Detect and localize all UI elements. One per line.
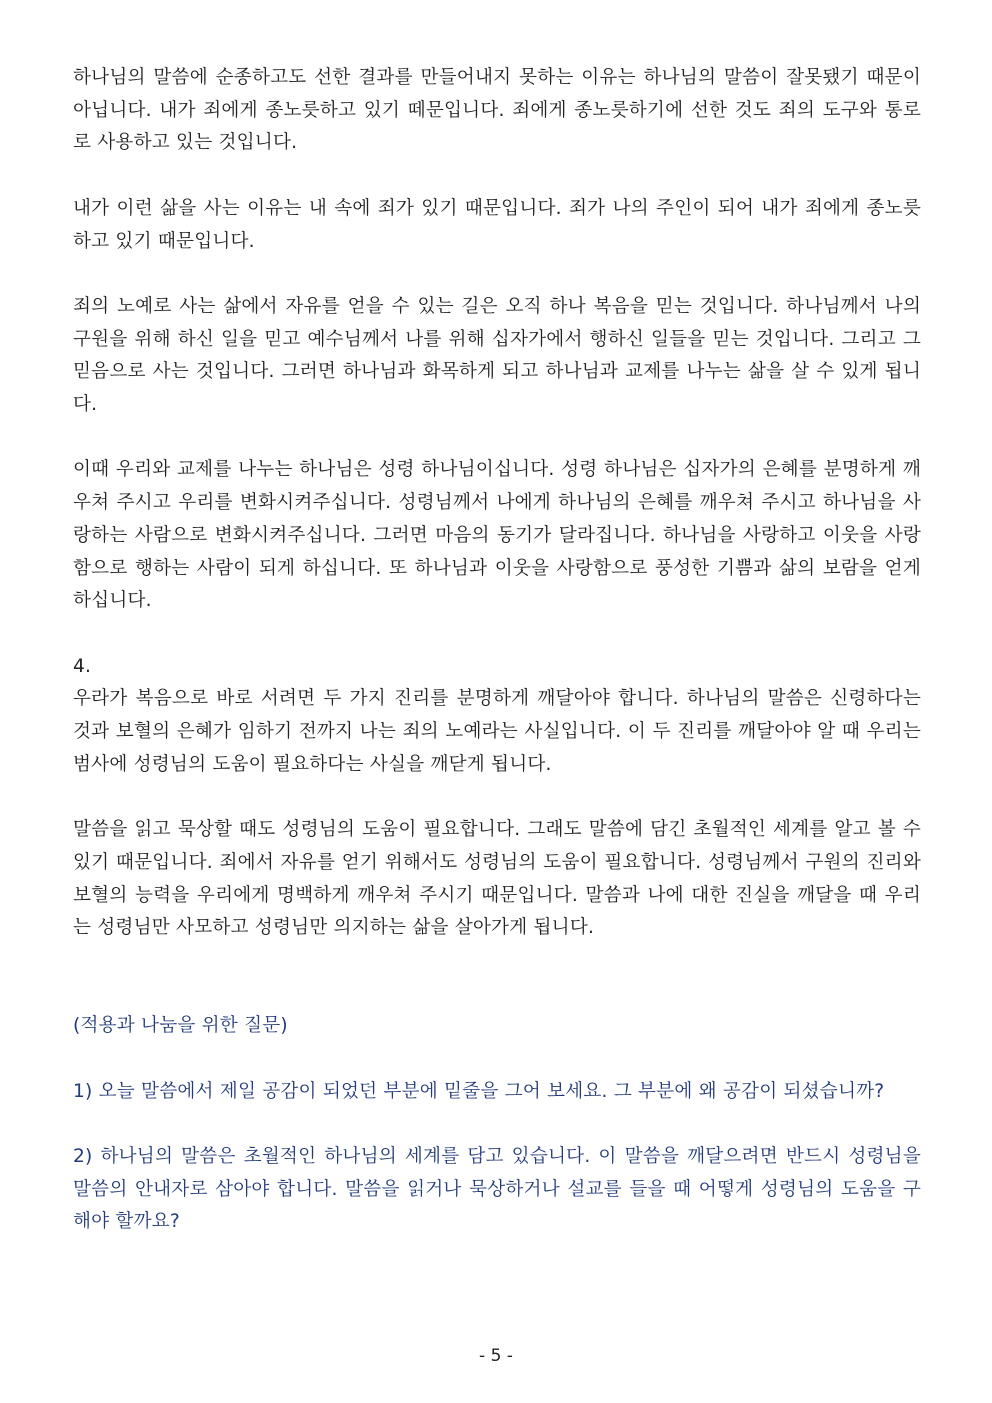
questions-heading: (적용과 나눔을 위한 질문) — [73, 1015, 288, 1037]
document-page — [73, 62, 921, 1239]
body-paragraph: 죄의 노예로 사는 삶에서 자유를 얻을 수 있는 길은 오직 하나 복음을 믿는 것입니다. 하나님께서 나의 구원을 위해 하신 일을 믿고 예수님께서 나를 위해 십자가에서 행하신 일들을 믿는 것입니다. 그리고 그 믿음으로 사는 것입니다. 그러면 하나님과 화목하게 되고 하나님과 교제를 나누는 삶을 살 수 있게 됩니다. — [73, 295, 921, 415]
section-spacer — [73, 978, 921, 1011]
body-paragraph: 말씀을 읽고 묵상할 때도 성령님의 도움이 필요합니다. 그래도 말씀에 담긴 초월적인 세계를 알고 볼 수 있기 때문입니다. 죄에서 자유를 얻기 위해서도 성령님의 도움이 필요합니다. 성령님께서 구원의 진리와 보혈의 능력을 우리에게 명백하게 깨우쳐 주시기 때문입니다. 말씀과 나에 대한 진실을 깨달을 때 우리는 성령님만 사모하고 성령님만 의지하는 삶을 살아가게 됩니다. — [73, 819, 921, 939]
body-paragraph: 하나님의 말씀에 순종하고도 선한 결과를 만들어내지 못하는 이유는 하나님의 말씀이 잘못됐기 때문이 아닙니다. 내가 죄에게 종노릇하고 있기 떼문입니다. 죄에게 종노릇하기에 선한 것도 죄의 도구와 통로로 사용하고 있는 것입니다. — [73, 67, 921, 154]
body-paragraph: 우라가 복음으로 바로 서려면 두 가지 진리를 분명하게 깨달아야 합니다. 하나님의 말씀은 신령하다는 것과 보혈의 은혜가 임하기 전까지 나는 죄의 노예라는 사실입니다. 이 두 진리를 깨달아야 알 때 우리는 범사에 성령님의 도움이 필요하다는 사실을 깨닫게 됩니다. — [73, 688, 921, 775]
question-item: 1) 오늘 말씀에서 제일 공감이 되었던 부분에 밑줄을 그어 보세요. 그 부분에 왜 공감이 되셨습니까? — [73, 1080, 885, 1102]
body-paragraph: 이때 우리와 교제를 나누는 하나님은 성령 하나님이십니다. 성령 하나님은 십자가의 은혜를 분명하게 깨우쳐 주시고 우리를 변화시켜주십니다. 성령님께서 나에게 하나님의 은혜를 깨우쳐 주시고 하나님을 사랑하는 사람으로 변화시켜주십니다. 그러면 마음의 동기가 달라집니다. 하나님을 사랑하고 이웃을 사랑함으로 행하는 사람이 되게 하십니다. 또 하나님과 이웃을 사랑함으로 풍성한 기쁨과 삶의 보람을 얻게 하십니다. — [73, 459, 921, 612]
page-number: - 5 - — [479, 1346, 513, 1366]
body-paragraph: 내가 이런 삶을 사는 이유는 내 속에 죄가 있기 때문입니다. 죄가 나의 주인이 되어 내가 죄에게 종노릇하고 있기 때문입니다. — [73, 197, 921, 252]
question-item: 2) 하나님의 말씀은 초월적인 하나님의 세계를 담고 있습니다. 이 말씀을 깨달으려면 반드시 성령님을 말씀의 안내자로 삼아야 합니다. 말씀을 읽거나 묵상하거나 설교를 들을 때 어떻게 성령님의 도움을 구해야 할까요? — [73, 1146, 921, 1233]
section-number: 4. — [73, 655, 92, 677]
